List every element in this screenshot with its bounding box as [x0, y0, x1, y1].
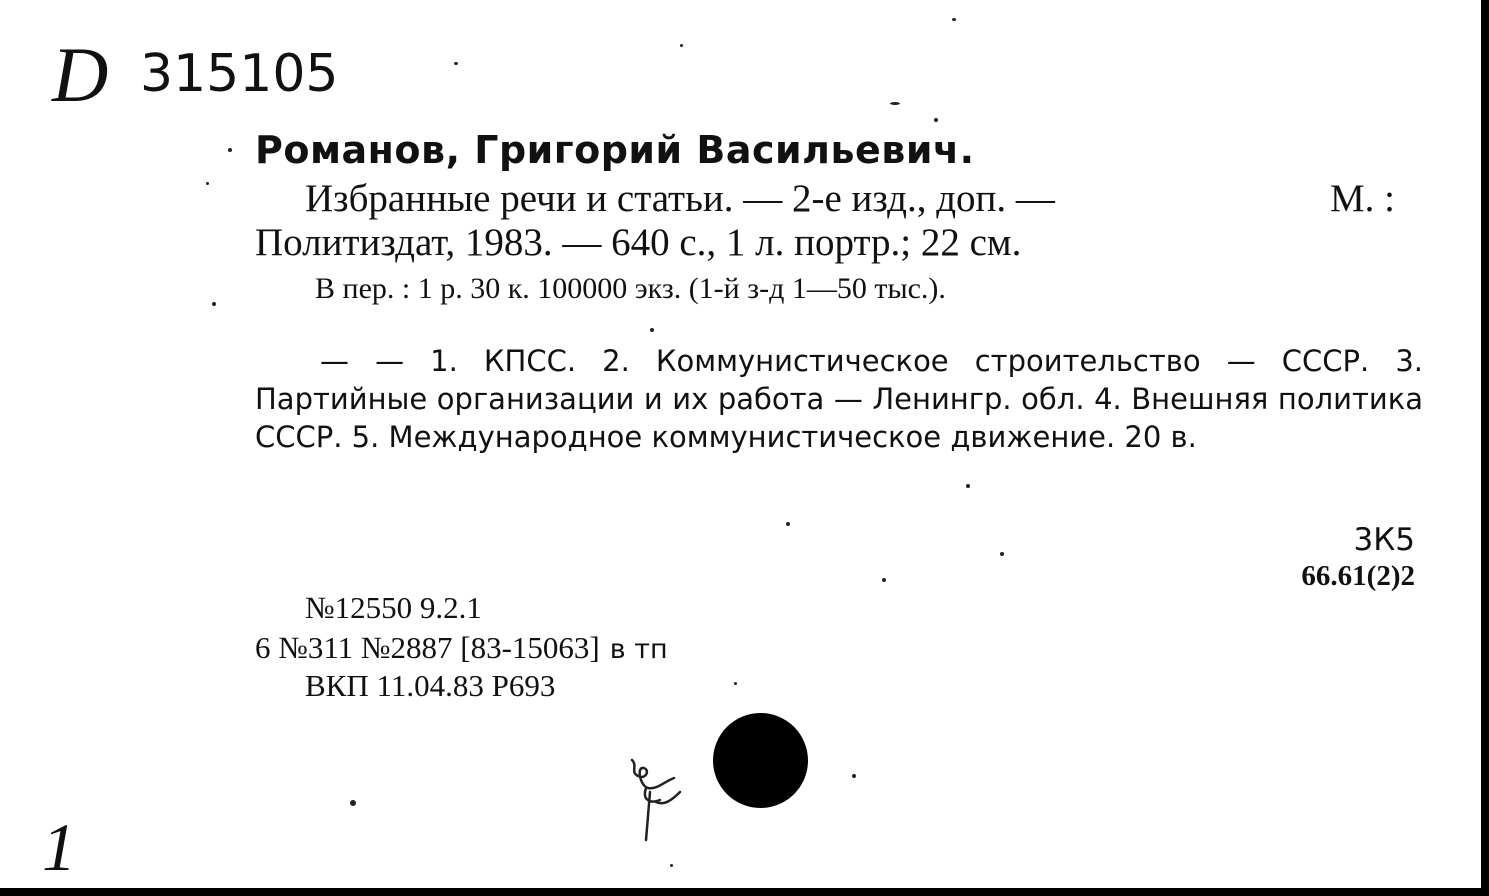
speck — [934, 118, 938, 122]
title-line-1: Избранные речи и статьи. — 2-е изд., доп. — — [305, 177, 1055, 220]
speck — [786, 522, 790, 526]
handwritten-signature — [620, 752, 700, 847]
record-line-2-main: 6 №311 №2887 [83-15063] — [255, 630, 600, 665]
author-heading: Романов, Григорий Васильевич. — [255, 128, 975, 172]
price-line: В пер. : 1 р. 30 к. 100000 экз. (1-й з-д 1—50 тыс.). — [315, 272, 946, 305]
speck — [1000, 552, 1004, 556]
record-line-2 — [255, 630, 668, 666]
title-line-1-end: М. : — [1330, 177, 1396, 220]
speck — [212, 302, 216, 306]
udc-index: 3К5 — [1353, 522, 1415, 558]
speck — [228, 148, 232, 152]
record-line-3: ВКП 11.04.83 Р693 — [305, 668, 556, 703]
subject-headings-rest: 3. Партийные организации и их работа — Ленингр. обл. 4. Внешняя политика СССР. 5. Международное коммунистическое движение. 20 в. — [255, 344, 1424, 454]
sheet-number: 1 — [42, 809, 76, 885]
speck — [454, 62, 458, 65]
title-line-2: Политиздат, 1983. — 640 с., 1 л. портр.; 22 см. — [255, 221, 1022, 264]
speck — [890, 102, 900, 105]
speck — [852, 774, 856, 778]
speck — [734, 682, 737, 685]
ink-stamp-dot — [713, 713, 808, 808]
speck — [680, 44, 683, 47]
call-number: 315105 — [140, 44, 339, 104]
bbk-index: 66.61(2)2 — [1301, 560, 1415, 592]
subject-headings-first: — — 1. КПСС. 2. Коммунистическое строительство — СССР. — [320, 344, 1370, 378]
speck — [882, 578, 886, 582]
speck — [966, 484, 970, 488]
speck — [350, 800, 356, 806]
subject-headings — [255, 342, 1423, 456]
record-line-2-tail: в тп — [609, 634, 668, 665]
speck — [650, 328, 654, 332]
speck — [206, 182, 209, 185]
speck — [952, 18, 956, 21]
speck — [670, 864, 673, 867]
call-number-letter: D — [52, 31, 109, 118]
record-line-1: №12550 9.2.1 — [305, 590, 482, 625]
